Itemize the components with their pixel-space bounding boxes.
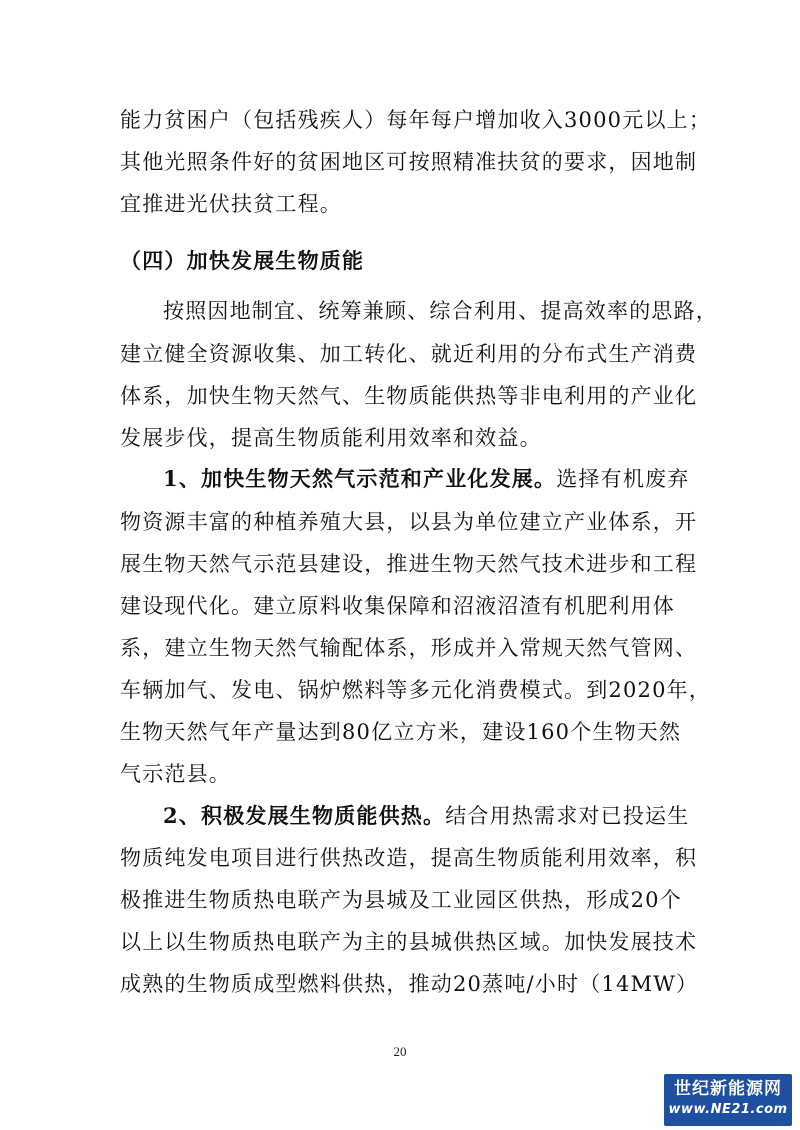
item1-lead: 1、加快生物天然气示范和产业化发展。: [163, 466, 557, 491]
text-line: 能力贫困户（包括残疾人）每年每户增加收入3000元以上；: [120, 108, 712, 132]
section-heading: （四）加快发展生物质能: [120, 248, 365, 273]
item1-line: 展生物天然气示范县建设，推进生物天然气技术进步和工程: [120, 552, 698, 576]
item2-line: 以上以生物质热电联产为主的县城供热区域。加快发展技术: [120, 930, 698, 954]
item1-first-line-rest: 选择有机废弃: [556, 467, 690, 491]
item2-first-line-rest: 结合用热需求对已投运生: [445, 804, 690, 828]
item1-first-line: [163, 466, 690, 492]
intro-line: 建立健全资源收集、加工转化、就近利用的分布式生产消费: [120, 342, 698, 366]
intro-line: 按照因地制宜、统筹兼顾、综合利用、提高效率的思路，: [163, 299, 718, 323]
watermark-url: www.NE21.com: [668, 1102, 788, 1117]
page-number: 20: [393, 1044, 407, 1059]
item1-line: 系，建立生物天然气输配体系，形成并入常规天然气管网、: [120, 636, 698, 660]
text-line: 宜推进光伏扶贫工程。: [120, 192, 342, 216]
item1-line: 气示范县。: [120, 762, 231, 786]
item1-line: 建设现代化。建立原料收集保障和沼液沼渣有机肥利用体: [120, 594, 675, 618]
item2-line: 极推进生物质热电联产为县城及工业园区供热，形成20个: [120, 888, 682, 912]
intro-line: 发展步伐，提高生物质能利用效率和效益。: [120, 426, 542, 450]
item1-line: 车辆加气、发电、锅炉燃料等多元化消费模式。到2020年，: [120, 678, 712, 702]
item1-line: 物资源丰富的种植养殖大县，以县为单位建立产业体系，开: [120, 510, 698, 534]
item2-line: 物质纯发电项目进行供热改造，提高生物质能利用效率，积: [120, 846, 698, 870]
text-line: 其他光照条件好的贫困地区可按照精准扶贫的要求，因地制: [120, 150, 698, 174]
intro-line: 体系，加快生物天然气、生物质能供热等非电利用的产业化: [120, 384, 698, 408]
site-watermark-logo: [664, 1074, 792, 1126]
item2-lead: 2、积极发展生物质能供热。: [163, 803, 446, 828]
item2-first-line: [163, 803, 690, 829]
item1-line: 生物天然气年产量达到80亿立方米，建设160个生物天然: [120, 720, 682, 744]
watermark-title: 世纪新能源网: [674, 1079, 782, 1099]
item2-line: 成熟的生物质成型燃料供热，推动20蒸吨/小时（14MW）: [120, 972, 699, 996]
